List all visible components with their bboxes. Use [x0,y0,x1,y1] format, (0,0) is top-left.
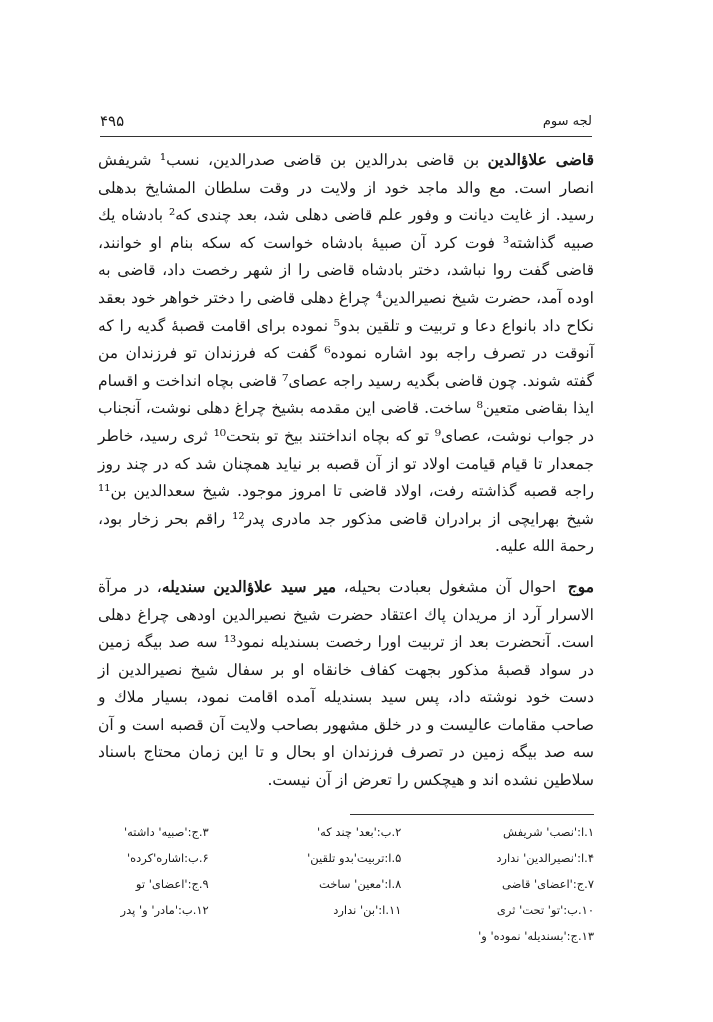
footnote-row [100,900,594,926]
footnote-item: ۷.ج:'اعضای' قاضی [501,877,594,891]
page-header [100,112,592,137]
footnote-item: ۱۳.ج:'بسندیله' نموده' و' [478,929,594,943]
paragraph-text-part-a: احوال آن مشغول بعبادت بحیله، [336,577,564,596]
paragraph-lead: قاضی علاؤالدین [487,150,595,169]
footnote-item [100,926,265,952]
footnote-item: ۸.ا:'معین' ساخت [318,877,402,891]
paragraph-text-part-b: ، در مرآة الاسرار آرد از مریدان پاك اعتقاد حضرت شیخ نصیرالدین اودهی چراغ دهلی است. آنحضرت بعد از تربیت اورا رخصت بسندیله نمود¹³ سه صد بیگه زمین در سواد قصبهٔ مذکور بجهت کفاف خانقاه او بر سفال شیخ نصیرالدین از دست خود نوشته داد، پس سید بسندیله آمده اقامت نمود، بسیار ملاك و صاحب مقامات عالیست و در خلق مشهور بصاحب ولایت آن قصبه است و آن سه صد بیگه زمین در تصرف فرزندان او بحال و تا این زمان محتاج باسناد سلاطین نشده اند و هیچکس را تعرض از آن نیست. [98,577,594,790]
paragraph-lead-name: میر سید علاؤالدین سندیله [161,576,337,596]
footnote-item [265,926,430,952]
footnote-item: ۹.ج:'اعضای' تو [135,877,209,891]
footnotes [100,822,594,952]
page-number: ۴۹۵ [100,112,125,130]
footnote-row [100,848,594,874]
footnote-item: ۱۱.ا:'بن' ندارد [333,903,402,917]
footnote-divider [350,814,594,815]
footnote-item: ۳.ج:'صبیه' داشته' [123,825,209,839]
footnote-row [100,926,594,952]
footnote-item: ۱۰.ب:'تو' تحت' ثری [496,903,594,917]
footnote-item: ۱۲.ب:'مادر' و' پدر [120,903,209,917]
footnote-item: ۵.ا:تربیت'بدو تلقین' [307,851,402,865]
running-title: لجه سوم [542,114,592,129]
footnote-item: ۲.ب:'بعد' چند که' [316,825,402,839]
footnote-row [100,822,594,848]
footnote-item: ۴.ا:'نصیرالدین' ندارد [496,851,594,865]
body-text [98,146,594,795]
paragraph-text: بن قاضی بدرالدین بن قاضی صدرالدین، نسب¹ شریفش انصار است. مع والد ماجد خود از ولایت در وقت سلطان المشایخ بدهلی رسید. از غایت دیانت و وفور علم قاضی دهلی شد، بعد چندی که² بادشاه یك صبیه گذاشته³ فوت کرد آن صبیهٔ بادشاه خواست که سکه بنام او خوانند، قاضی گفت روا نباشد، دختر بادشاه قاضی را از شهر رخصت داد، قاضی به اوده آمد، حضرت شیخ نصیرالدین⁴ چراغ دهلی قاضی را دختر خواهر خود بعقد نکاح داد بانواع دعا و تربیت و تلقین بدو⁵ نموده برای اقامت قصبهٔ گدیه را که آنوقت در تصرف راجه بود اشاره نموده⁶ گفت که فرزندان تو فرزندان من گفته شوند. چون قاضی بگدیه رسید راجه عصای⁷ قاضی بچاه انداخت و اقسام ایذا بقاضی متعین⁸ ساخت. قاضی این مقدمه بشیخ چراغ دهلی نوشت، آنجناب در جواب نوشت، عصای⁹ تو که بچاه انداختند بیخ تو بتحت¹⁰ ثری رسید، خاطر جمعدار تا قیام قیامت اولاد تو از آن قصبه بر نیاید همچنان شد که در چند روز راجه قصبه گذاشته رفت، اولاد قاضی تا امروز موجود. شیخ سعدالدین بن¹¹ شیخ بهرایچی از برادران قاضی مذکور جد مادری پدر¹² راقم بحر زخار بود، رحمة الله علیه. [98,151,595,556]
paragraph-mir-syed-alauddin [98,573,594,795]
footnote-row [100,874,594,900]
footnote-item: ۶.ب:اشاره'کرده' [126,851,209,865]
footnote-item: ۱.ا:'نصب' شریفش [502,825,594,839]
paragraph-qazi-alauddin [98,146,594,561]
paragraph-lead-word: موج [567,576,595,596]
